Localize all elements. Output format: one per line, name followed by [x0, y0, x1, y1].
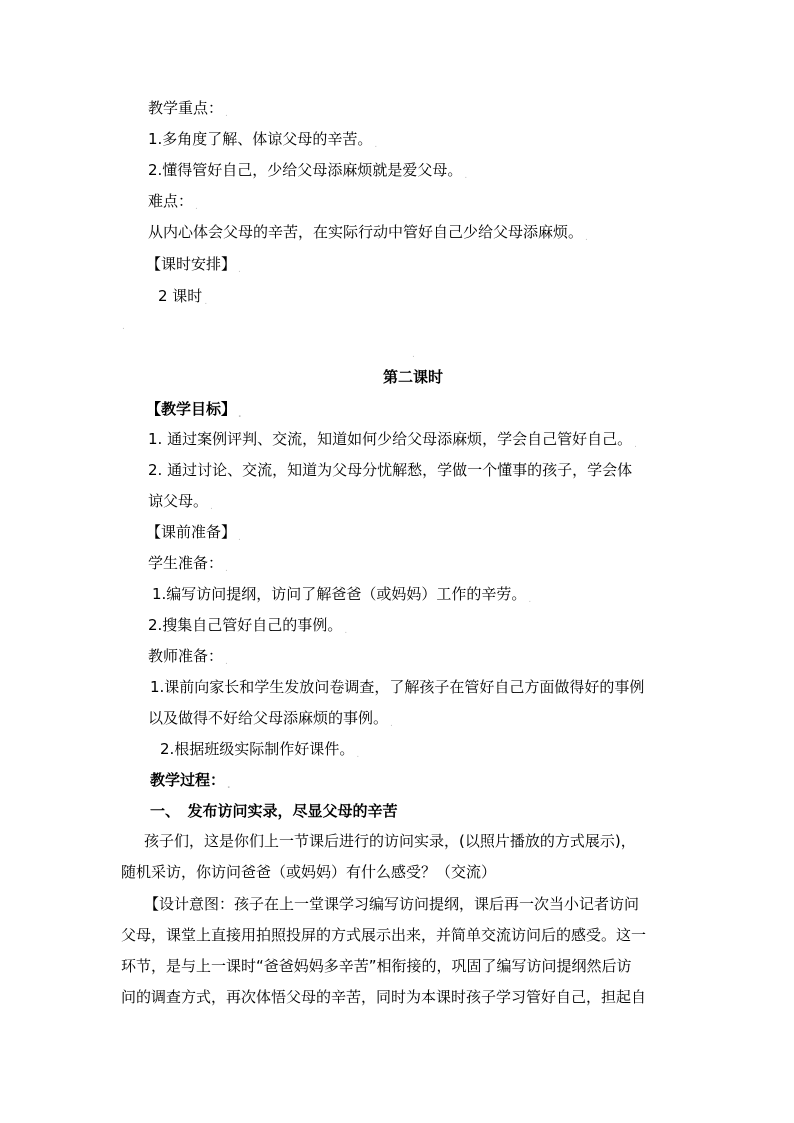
design-intent-line: 环节，是与上一课时“爸爸妈妈多辛苦”相衔接的，巩固了编写访问提纲然后访	[121, 957, 632, 975]
objective-2: 2. 通过讨论、交流，知道为父母分忧解愁，学做一个懂事的孩子，学会体	[148, 461, 633, 479]
section-title: 第二课时	[382, 368, 443, 386]
design-intent-line: 父母，课堂上直接用拍照投屏的方式展示出来，并简单交流访问后的感受。这一	[121, 926, 647, 944]
heading-teaching-process: 教学过程： $_.$	[150, 771, 231, 791]
heading-student-prep: 学生准备： $_.$	[148, 554, 228, 574]
heading-teaching-focus: 教学重点： $_.$	[148, 99, 228, 119]
focus-item-2: 2.懂得管好自己，少给父母添麻烦就是爱父母。 $_.$	[148, 161, 468, 181]
objective-1: 1. 通过案例评判、交流，知道如何少给父母添麻烦，学会自己管好自己。 $_.$	[148, 430, 637, 450]
heading-difficulty: 难点： $_.$	[148, 192, 198, 212]
empty-paragraph-mark: .	[122, 322, 125, 332]
difficulty-text: 从内心体会父母的辛苦，在实际行动中管好自己少给父母添麻烦。 $_.$	[148, 223, 588, 243]
body-paragraph-cont: 随机采访，你访问爸爸（或妈妈）有什么感受？（交流）	[121, 863, 497, 881]
heading-schedule: 【课时安排】 $_.$	[146, 255, 241, 275]
objective-2-cont: 谅父母。 $_.$	[148, 492, 213, 512]
student-prep-2: 2.搜集自己管好自己的事例。 $_.$	[148, 616, 348, 636]
design-intent-line: 问的调查方式，再次体悟父母的辛苦，同时为本课时孩子学习管好自己，担起自	[121, 988, 647, 1006]
heading-preparation: 【课前准备】 $_.$	[146, 523, 241, 543]
body-paragraph: 孩子们，这是你们上一节课后进行的访问实录，(以照片播放的方式展示)，	[144, 832, 636, 850]
student-prep-1: 1.编写访问提纲，访问了解爸爸（或妈妈）工作的辛劳。 $_.$	[152, 585, 532, 605]
process-step-1-title: 一、 发布访问实录，尽显父母的辛苦	[150, 802, 398, 820]
schedule-text: 2 课时 $_.$	[158, 287, 208, 307]
teacher-prep-2: 2.根据班级实际制作好课件。 $_.$	[160, 740, 360, 760]
focus-item-1: 1.多角度了解、体谅父母的辛苦。 $_.$	[148, 130, 378, 150]
heading-teacher-prep: 教师准备： $_.$	[148, 647, 228, 667]
design-intent-paragraph: 【设计意图：孩子在上一堂课学习编写访问提纲，课后再一次当小记者访问	[144, 895, 640, 913]
heading-objectives: 【教学目标】 $_.$	[146, 400, 242, 420]
teacher-prep-1-cont: 以及做得不好给父母添麻烦的事例。 $_.$	[148, 709, 393, 729]
empty-paragraph-mark: .	[412, 350, 415, 360]
teacher-prep-1: 1.课前向家长和学生发放问卷调查，了解孩子在管好自己方面做得好的事例	[150, 678, 645, 696]
